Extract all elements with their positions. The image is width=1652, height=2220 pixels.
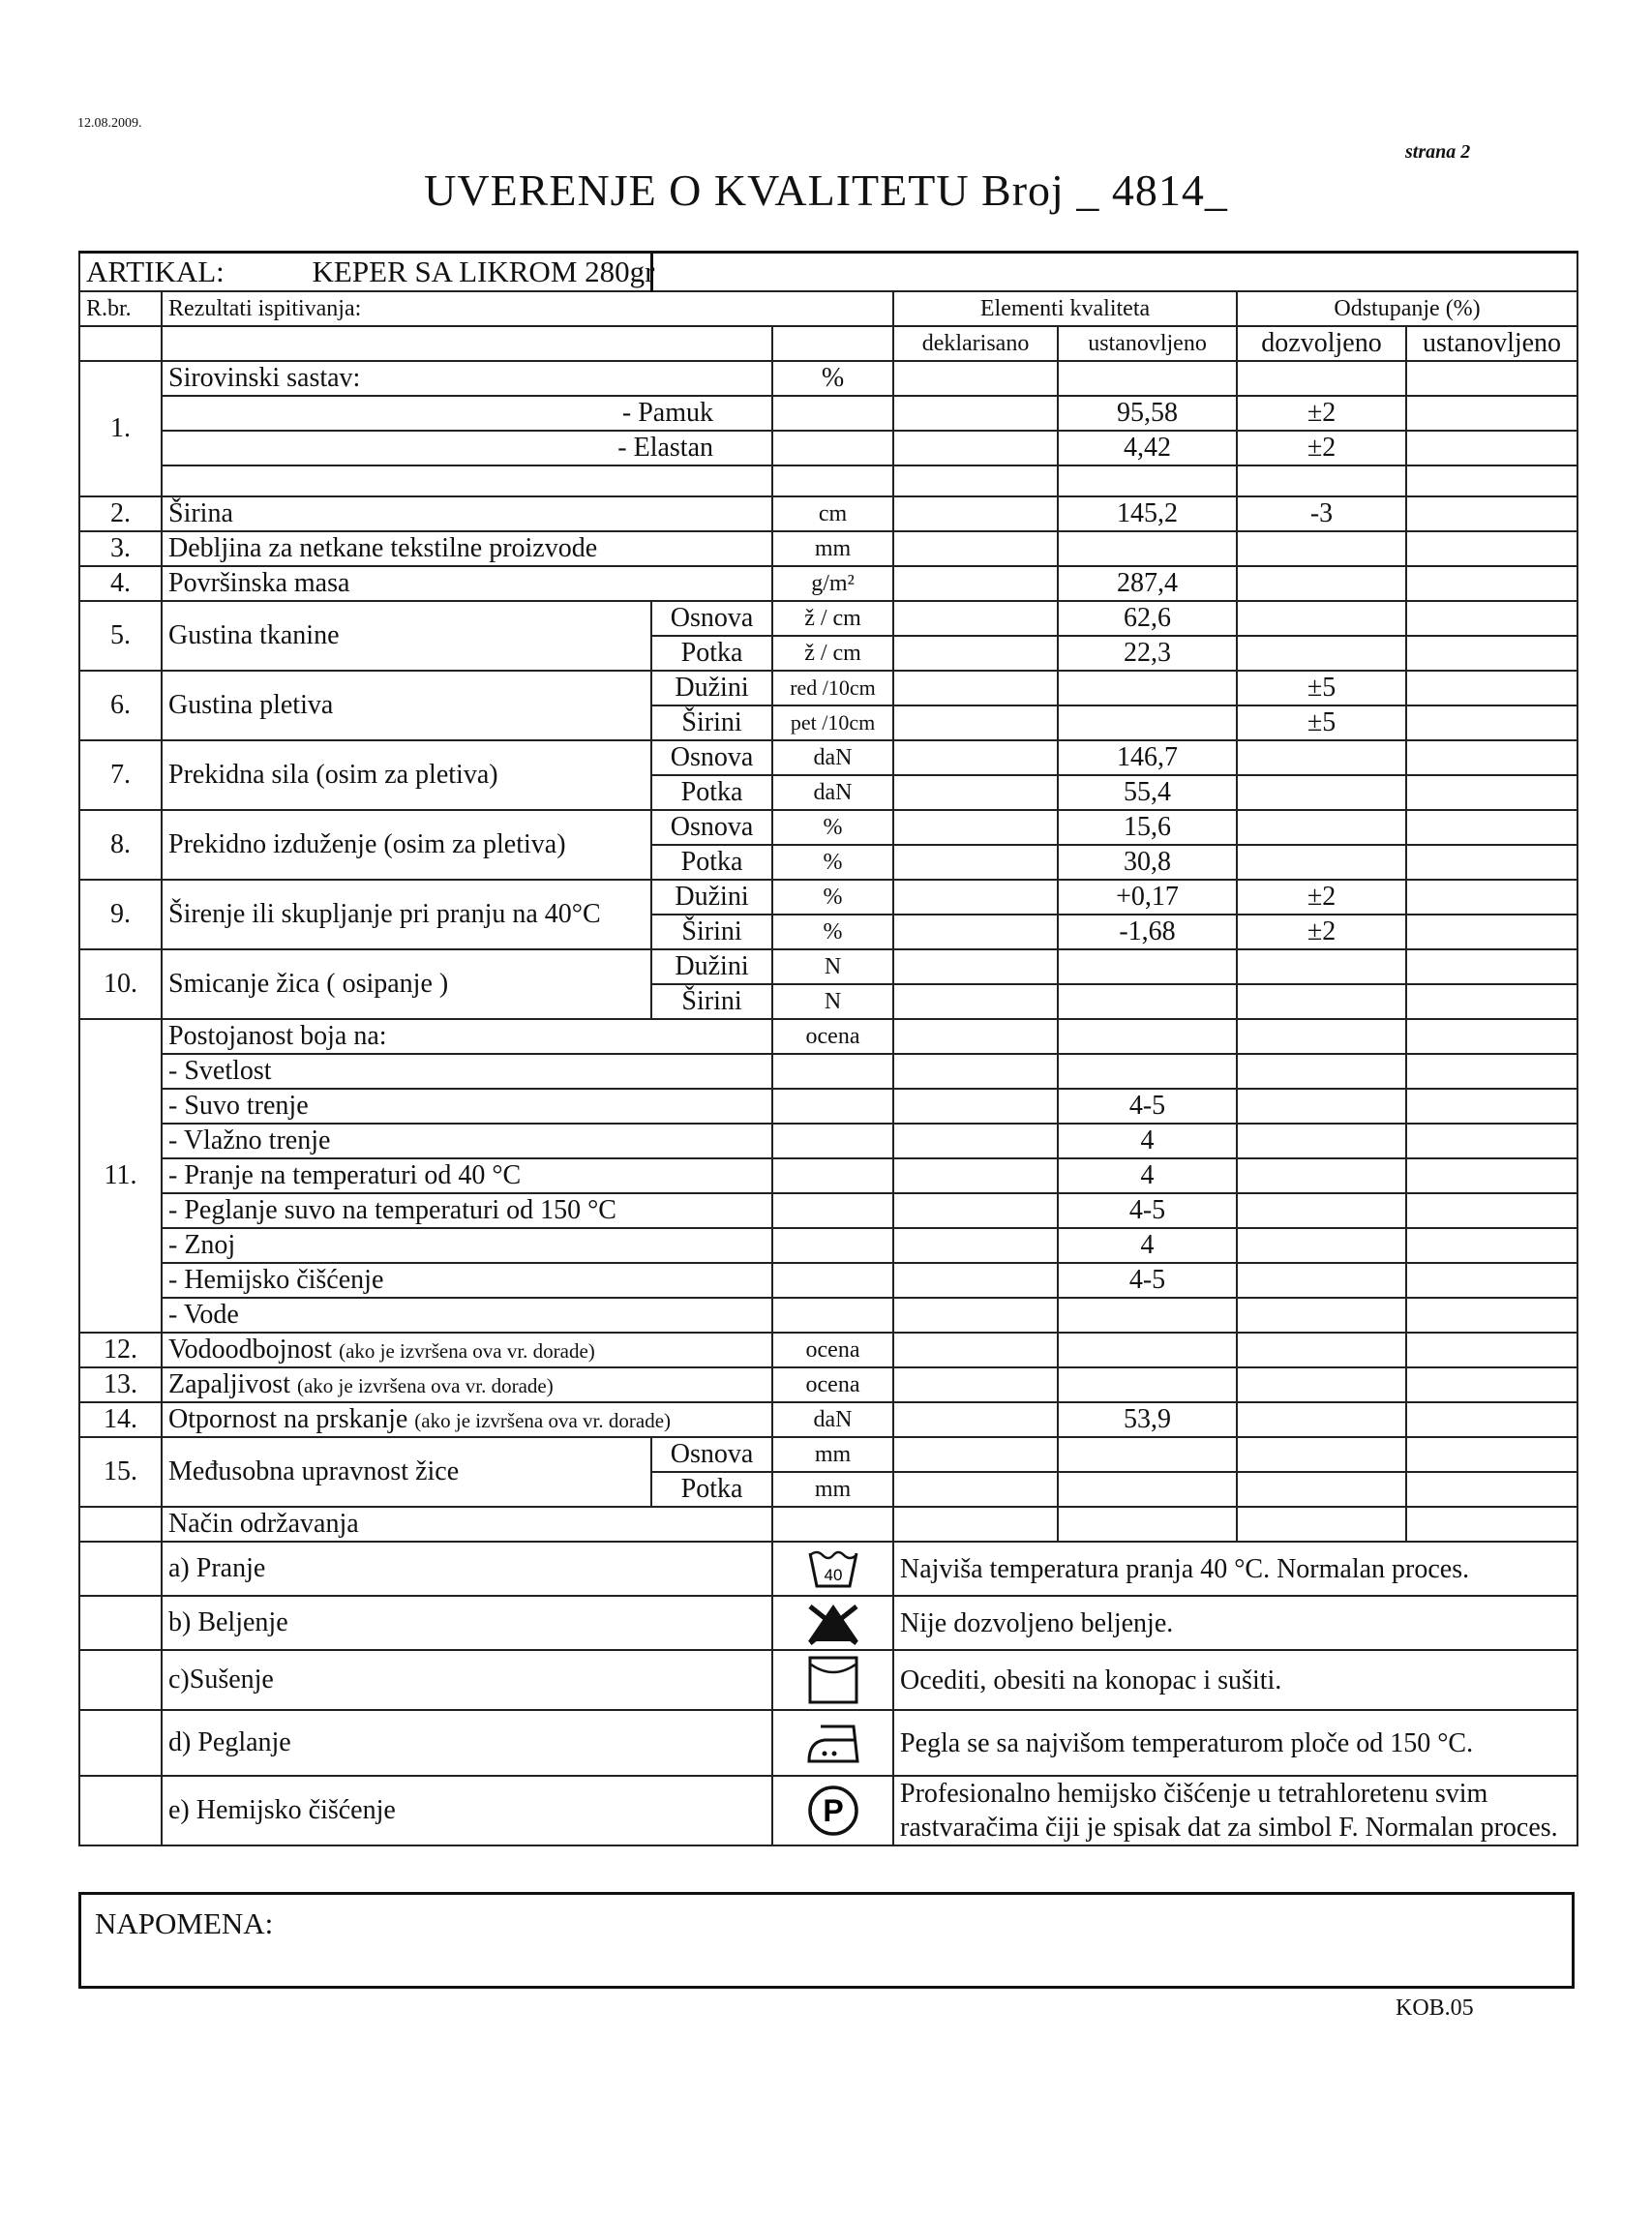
artikal-label: ARTIKAL: bbox=[79, 253, 651, 292]
table-row: 12. Vodoodbojnost (ako je izvršena ova vr. dorade) ocena bbox=[79, 1333, 1577, 1367]
col-results: Rezultati ispitivanja: bbox=[162, 291, 893, 326]
table-row: Širini pet /10cm ±5 bbox=[79, 705, 1577, 740]
table-row: - Peglanje suvo na temperaturi od 150 °C 4-5 bbox=[79, 1193, 1577, 1228]
document-date: 12.08.2009. bbox=[77, 116, 142, 131]
iron-icon bbox=[805, 1719, 861, 1767]
table-row: 7. Prekidna sila (osim za pletiva) Osnova daN 146,7 bbox=[79, 740, 1577, 775]
row-number: 1. bbox=[79, 361, 162, 496]
table-row: 11. Postojanost boja na: ocena bbox=[79, 1019, 1577, 1054]
table-row: 5. Gustina tkanine Osnova ž / cm 62,6 bbox=[79, 601, 1577, 636]
col-declared: deklarisano bbox=[893, 326, 1058, 361]
table-row: 2. Širina cm 145,2 -3 bbox=[79, 496, 1577, 531]
page-number: strana 2 bbox=[1405, 141, 1471, 163]
care-title: Način održavanja bbox=[162, 1507, 772, 1542]
table-row: 4. Površinska masa g/m² 287,4 bbox=[79, 566, 1577, 601]
table-row: 15. Međusobna upravnost žice Osnova mm bbox=[79, 1437, 1577, 1472]
table-row: Potka ž / cm 22,3 bbox=[79, 636, 1577, 671]
col-rbr: R.br. bbox=[79, 291, 162, 326]
no-bleach-icon bbox=[804, 1601, 862, 1645]
table-row: - Vlažno trenje 4 bbox=[79, 1124, 1577, 1158]
col-deviation: Odstupanje (%) bbox=[1237, 291, 1577, 326]
subheader-row bbox=[79, 326, 1577, 361]
care-row: b) Beljenje Nije dozvoljeno beljenje. bbox=[79, 1596, 1577, 1650]
table-row: - Suvo trenje 4-5 bbox=[79, 1089, 1577, 1124]
col-established-dev: ustanovljeno bbox=[1406, 326, 1577, 361]
col-elements: Elementi kvaliteta bbox=[893, 291, 1237, 326]
table-row: - Pamuk 95,58 ±2 bbox=[79, 396, 1577, 431]
table-row: - Vode bbox=[79, 1298, 1577, 1333]
table-row: - Elastan 4,42 ±2 bbox=[79, 431, 1577, 465]
care-row: d) Peglanje Pegla se sa najvišom temperaturom ploče od 150 °C. bbox=[79, 1710, 1577, 1776]
table-row: 1. Sirovinski sastav: % bbox=[79, 361, 1577, 396]
dry-clean-p-icon bbox=[806, 1784, 860, 1838]
table-row: - Pranje na temperaturi od 40 °C 4 bbox=[79, 1158, 1577, 1193]
care-row: c)Sušenje Ocediti, obesiti na konopac i sušiti. bbox=[79, 1650, 1577, 1710]
svg-text:40: 40 bbox=[824, 1566, 842, 1584]
table-row: 6. Gustina pletiva Dužini red /10cm ±5 bbox=[79, 671, 1577, 705]
table-row bbox=[79, 465, 1577, 496]
footer-code: KOB.05 bbox=[1396, 1995, 1474, 2021]
table-row: 9. Širenje ili skupljanje pri pranju na 40°C Dužini % +0,17 ±2 bbox=[79, 880, 1577, 915]
col-allowed: dozvoljeno bbox=[1237, 326, 1406, 361]
table-row: - Svetlost bbox=[79, 1054, 1577, 1089]
column-header-row bbox=[79, 291, 1577, 326]
napomena-label: NAPOMENA: bbox=[95, 1906, 274, 1940]
table-row: Potka daN 55,4 bbox=[79, 775, 1577, 810]
care-row: a) Pranje 40 Najviša temperatura pranja 40 °C. Normalan proces. bbox=[79, 1542, 1577, 1596]
col-established: ustanovljeno bbox=[1058, 326, 1237, 361]
table-row: 10. Smicanje žica ( osipanje ) Dužini N bbox=[79, 949, 1577, 984]
table-row: Širini N bbox=[79, 984, 1577, 1019]
care-row: e) Hemijsko čišćenje P Profesionalno hemijsko čišćenje u tetrahloretenu svim rastvaračima čiji je spisak dat za simbol F. Normalan proces. bbox=[79, 1776, 1577, 1845]
table-row: Širini % -1,68 ±2 bbox=[79, 915, 1577, 949]
line-dry-icon bbox=[807, 1655, 859, 1705]
artikal-value: KEPER SA LIKROM 280gr bbox=[651, 253, 1577, 292]
table-row: Potka % 30,8 bbox=[79, 845, 1577, 880]
table-row: 13. Zapaljivost (ako je izvršena ova vr. dorade) ocena bbox=[79, 1367, 1577, 1402]
table-row: 3. Debljina za netkane tekstilne proizvode mm bbox=[79, 531, 1577, 566]
napomena-box bbox=[78, 1892, 1575, 1989]
svg-text:P: P bbox=[822, 1793, 844, 1828]
wash-40-icon bbox=[807, 1547, 859, 1590]
table-row: - Hemijsko čišćenje 4-5 bbox=[79, 1263, 1577, 1298]
table-row: 14. Otpornost na prskanje (ako je izvršena ova vr. dorade) daN 53,9 bbox=[79, 1402, 1577, 1437]
table-row: - Znoj 4 bbox=[79, 1228, 1577, 1263]
care-title-row bbox=[79, 1507, 1577, 1542]
quality-table bbox=[78, 251, 1578, 1846]
table-row: 8. Prekidno izduženje (osim za pletiva) Osnova % 15,6 bbox=[79, 810, 1577, 845]
page-title: UVERENJE O KVALITETU Broj _ 4814_ bbox=[424, 165, 1228, 215]
artikal-row bbox=[79, 253, 1577, 292]
table-row: Potka mm bbox=[79, 1472, 1577, 1507]
